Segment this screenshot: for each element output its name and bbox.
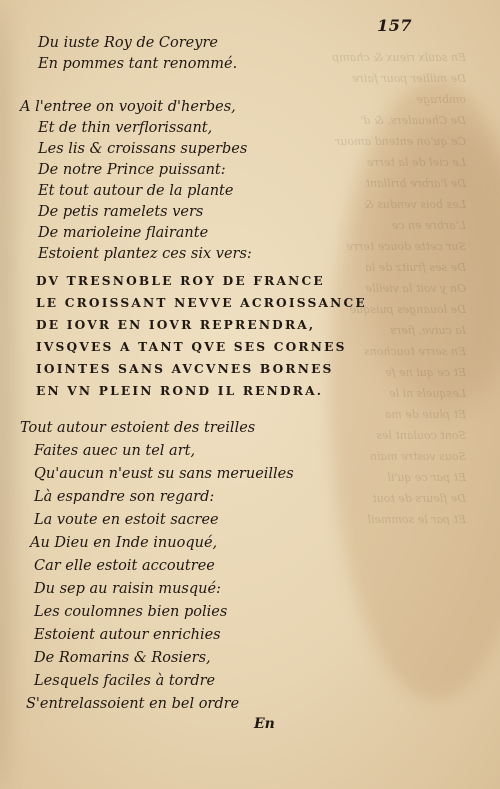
verse-line: Du sep au raisin musqué: bbox=[34, 581, 221, 597]
verse-line: S'entrelassoient en bel ordre bbox=[26, 696, 240, 712]
verse-line: De Romarins & Rosiers, bbox=[34, 650, 211, 666]
verse-line: Et tout autour de la plante bbox=[38, 183, 234, 199]
verse-line: Lesquels faciles à tordre bbox=[34, 673, 216, 689]
inscription-line: DE IOVR EN IOVR REPRENDRA, bbox=[36, 318, 316, 332]
inscription-line: IVSQVES A TANT QVE SES CORNES bbox=[36, 340, 347, 354]
verse-line: Estoient plantez ces six vers: bbox=[38, 246, 252, 262]
verse-line: Les coulomnes bien polies bbox=[34, 604, 228, 620]
verse-line: Et de thin verflorissant, bbox=[38, 120, 213, 136]
verse-line: Qu'aucun n'eust su sans merueilles bbox=[34, 466, 294, 482]
verse-line: De petis ramelets vers bbox=[38, 204, 204, 220]
verse-line: Tout autour estoient des treilles bbox=[20, 420, 256, 436]
verse-line: Au Dieu en Inde inuoqué, bbox=[30, 535, 218, 551]
verse-line: En pommes tant renommé. bbox=[38, 56, 238, 72]
verse-line: De notre Prince puissant: bbox=[38, 162, 226, 178]
page-number: 157 bbox=[377, 16, 412, 35]
inscription-line: EN VN PLEIN ROND IL RENDRA. bbox=[36, 384, 324, 398]
inscription-line: IOINTES SANS AVCVNES BORNES bbox=[36, 362, 334, 376]
verse-line: Là espandre son regard: bbox=[34, 489, 215, 505]
catchword: En bbox=[254, 716, 275, 732]
bleed-through-text: En saulx rieux & champ De millier pour faire ombrage De Cheualers, & d' Ce qu'on entend amour Le ciel de la terre De l'arbre brillant Les bois vendus & L'arbre en ce Sur cette douce terre De ses fruitz de la On y voit la vieille De louanges puisque Ia cuive, fiers En serre touchons Et ce qui ne fe Lesquels ni le Et pluie de ma Sont coulant les Sous vostre main Et par ce qu'il De fleurs de tout Et par le sommeil bbox=[332, 51, 466, 526]
verse-line: Car elle estoit accoutree bbox=[34, 558, 215, 574]
verse-line: La voute en estoit sacree bbox=[34, 512, 219, 528]
verse-line: De marioleine flairante bbox=[38, 225, 209, 241]
verse-line: Du iuste Roy de Coreyre bbox=[38, 35, 218, 51]
inscription-line: DV TRESNOBLE ROY DE FRANCE bbox=[36, 274, 325, 288]
verse-line: Faites auec un tel art, bbox=[34, 443, 196, 459]
inscription-line: LE CROISSANT NEVVE ACROISSANCE bbox=[36, 296, 367, 310]
verse-line: Les lis & croissans superbes bbox=[38, 141, 248, 157]
verse-line: A l'entree on voyoit d'herbes, bbox=[20, 99, 236, 115]
verse-line: Estoient autour enrichies bbox=[34, 627, 221, 643]
gutter-shadow bbox=[0, 0, 16, 789]
